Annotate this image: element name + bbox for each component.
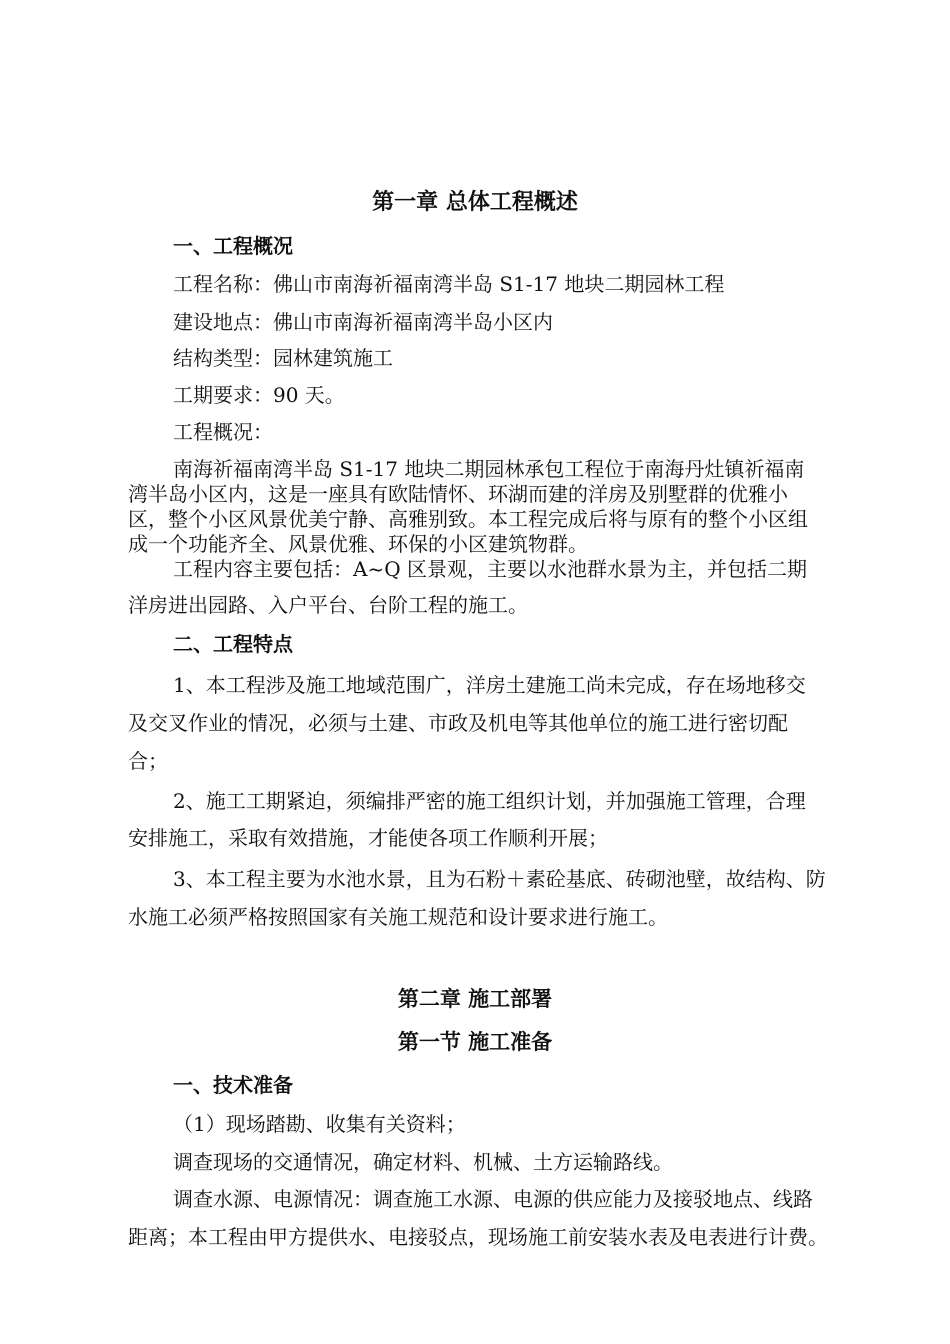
tech-heading: 一、技术准备 [173, 1073, 293, 1097]
overview-label: 工程概况： [173, 420, 273, 444]
feature1-line: 合； [128, 749, 168, 773]
feature2-line: 安排施工，采取有效措施，才能使各项工作顺利开展； [128, 826, 608, 850]
tech-item1: （1）现场踏勘、收集有关资料； [173, 1112, 466, 1136]
feature3-line: 水施工必须严格按照国家有关施工规范和设计要求进行施工。 [128, 905, 668, 929]
water-line: 调查水源、电源情况：调查施工水源、电源的供应能力及接驳地点、线路 [173, 1187, 813, 1211]
overview-line: 区，整个小区风景优美宁静、高雅别致。本工程完成后将与原有的整个小区组 [128, 507, 808, 531]
content-line: 工程内容主要包括：A~Q 区景观，主要以水池群水景为主，并包括二期 [173, 557, 807, 581]
section1-heading: 一、工程概况 [173, 234, 293, 258]
section2-heading: 二、工程特点 [173, 632, 293, 656]
feature3-line: 3、本工程主要为水池水景，且为石粉＋素砼基底、砖砌池壁，故结构、防 [173, 867, 826, 891]
project-location: 建设地点：佛山市南海祈福南湾半岛小区内 [173, 310, 553, 334]
duration: 工期要求：90 天。 [173, 383, 345, 407]
overview-line: 成一个功能齐全、风景优雅、环保的小区建筑物群。 [128, 532, 588, 556]
overview-line: 南海祈福南湾半岛 S1-17 地块二期园林承包工程位于南海丹灶镇祈福南 [173, 457, 805, 481]
structure-type: 结构类型：园林建筑施工 [173, 346, 393, 370]
water-line: 距离；本工程由甲方提供水、电接驳点，现场施工前安装水表及电表进行计费。 [128, 1225, 828, 1249]
content-line: 洋房进出园路、入户平台、台阶工程的施工。 [128, 593, 528, 617]
chapter2-title: 第二章 施工部署 [397, 986, 553, 1011]
feature1-line: 及交叉作业的情况，必须与土建、市政及机电等其他单位的施工进行密切配 [128, 711, 788, 735]
project-name: 工程名称：佛山市南海祈福南湾半岛 S1-17 地块二期园林工程 [173, 272, 725, 296]
chapter1-title: 第一章 总体工程概述 [372, 189, 578, 215]
traffic-line: 调查现场的交通情况，确定材料、机械、土方运输路线。 [173, 1150, 673, 1174]
overview-line: 湾半岛小区内，这是一座具有欧陆情怀、环湖而建的洋房及别墅群的优雅小 [128, 482, 788, 506]
feature1-line: 1、本工程涉及施工地域范围广，洋房土建施工尚未完成，存在场地移交 [173, 673, 806, 697]
section-title: 第一节 施工准备 [397, 1029, 553, 1054]
feature2-line: 2、施工工期紧迫，须编排严密的施工组织计划，并加强施工管理，合理 [173, 789, 806, 813]
